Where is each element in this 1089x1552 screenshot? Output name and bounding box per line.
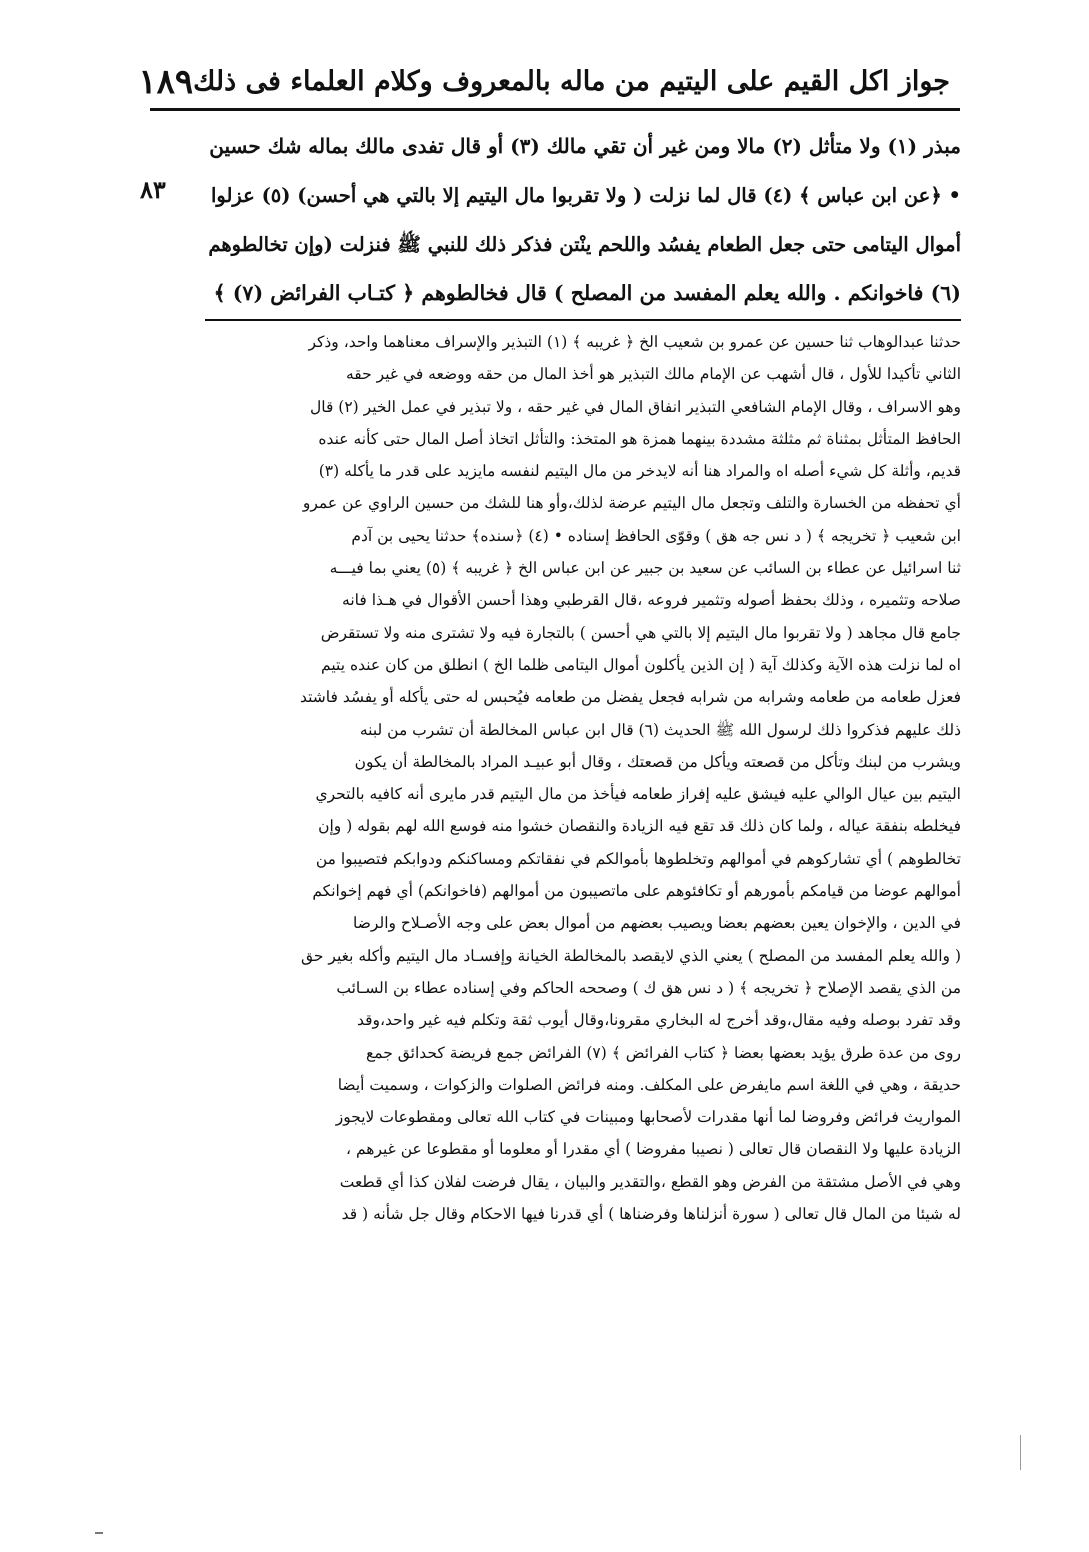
commentary-line: من الذي يقصد الإصلاح ﴿ تخريجه ﴾ ( د نس هق ك ) وصححه الحاكم وفي إسناده عطاء بن السـائب	[336, 978, 961, 997]
commentary-line: فعزل طعامه من طعامه وشرابه من شرابه فجعل يفضل من طعامه فيُحبس له حتى يأكله أو يفسُد فاشتد	[299, 688, 961, 707]
commentary-line: وهي في الأصل مشتقة من الفرض وهو القطع ،والتقدير والبيان ، يقال فرضت لفلان كذا أي قطعت	[339, 1172, 961, 1191]
commentary-line: الثاني تأكيدا للأول ، قال أشهب عن الإمام مالك التبذير هو أخذ المال من حقه ووضعه في غير حقه	[346, 365, 961, 384]
commentary-line: روى من عدة طرق يؤيد بعضها بعضا ﴿ كتاب الفرائض ﴾ (٧) الفرائض جمع فريضة كحدائق جمع	[366, 1043, 961, 1062]
margin-rule	[1020, 1435, 1021, 1470]
main-text-line: مبذر (١) ولا متأثل (٢) مالا ومن غير أن تقي مالك (٣) أو قال تفدى مالك بماله شك حسين	[209, 134, 961, 158]
hadith-number: ٨٣	[140, 175, 166, 204]
section-divider	[205, 319, 961, 321]
commentary-line: المواريث فرائض وفروضا لما أنها مقدرات لأصحابها ومبينات في كتاب الله تعالى ومقطوعات لايجوز	[335, 1108, 961, 1127]
commentary-line: ذلك عليهم فذكروا ذلك لرسول الله ﷺ الحديث (٦) قال ابن عباس المخالطة أن تشرب من لبنه	[359, 720, 961, 739]
page-number: ١٨٩	[138, 61, 194, 102]
scan-mark	[95, 1532, 103, 1534]
commentary-line: ويشرب من لبنك وتأكل من قصعته ويأكل من قصعتك ، وقال أبو عبيـد المراد بالمخالطة أن يكون	[354, 752, 961, 771]
main-text-line: (٦) فاخوانكم . والله يعلم المفسد من المصلح ) قال فخالطوهم ﴿ كتـاب الفرائض (٧) ﴾	[213, 281, 961, 305]
header-title: جواز اكل القيم على اليتيم من ماله بالمعروف وكلام العلماء فى ذلك	[193, 66, 950, 97]
commentary-line: تخالطوهم ) أي تشاركوهم في أموالهم وتخلطوها بأموالكم في نفقاتكم ومساكنكم ودوابكم فتصيبوا من	[315, 849, 961, 868]
commentary-line: حديقة ، وهي في اللغة اسم مايفرض على المكلف. ومنه فرائض الصلوات والزكوات ، وسميت أيضا	[337, 1075, 961, 1094]
commentary-line: ( والله يعلم المفسد من المصلح ) يعني الذي لايقصد بالمخالطة الخيانة وإفسـاد مال اليتيم وأكله بغير حق	[300, 946, 961, 965]
commentary-line: الزيادة عليها ولا النقصان قال تعالى ( نصيبا مفروضا ) أي مقدرا أو معلوما أو مقطوعا عن غيرهم ،	[346, 1140, 961, 1159]
page-header	[138, 55, 960, 111]
commentary-line: جامع قال مجاهد ( ولا تقربوا مال اليتيم إلا بالتي هي أحسن ) بالتجارة فيه ولا تشترى منه ولا تستقرض	[320, 623, 961, 642]
commentary-line: وهو الاسراف ، وقال الإمام الشافعي التبذير انفاق المال في غير حقه ، ولا تبذير في عمل الخير (٢) قال	[309, 397, 961, 416]
main-hadith-text	[205, 122, 961, 320]
commentary-text	[205, 326, 961, 1476]
commentary-line: اليتيم بين عيال الوالي عليه فيشق عليه إفراز طعامه فيأخذ من مال اليتيم قدر مايرى أنه كافيه بالتحري	[315, 785, 961, 804]
commentary-line: فيخلطه بنفقة عياله ، ولما كان ذلك قد تقع فيه الزيادة والنقصان خشوا منه فوسع الله لهم بقوله ( وإن	[318, 817, 961, 836]
commentary-line: اه لما نزلت هذه الآية وكذلك آية ( إن الذين يأكلون أموال اليتامى ظلما الخ ) انطلق من كان عنده يتيم	[321, 655, 961, 674]
commentary-line: في الدين ، والإخوان يعين بعضهم بعضا ويصيب بعضهم من أموال بعض على وجه الأصـلاح والرضا	[353, 914, 961, 933]
commentary-line: أي تحفظه من الخسارة والتلف وتجعل مال اليتيم عرضة لذلك،وأو هنا للشك من حسين الراوي عن عمرو	[302, 494, 961, 513]
main-text-line: أموال اليتامى حتى جعل الطعام يفسُد واللحم ينْتن فذكر ذلك للنبي ﷺ فنزلت (وإن تخالطوهم	[208, 233, 961, 256]
commentary-line: أموالهم عوضا من قيامكم بأمورهم أو تكافئوهم على ماتصيبون من أموالهم (فاخوانكم) أي فهم إخوانكم	[312, 882, 961, 901]
main-text-line: • ﴿عن ابن عباس ﴾ (٤) قال لما نزلت ( ولا تقربوا مال اليتيم إلا بالتي هي أحسن) (٥) عزلوا	[210, 184, 961, 207]
commentary-line: قديم، وأثلة كل شيء أصله اه والمراد هنا أنه لايدخر من مال اليتيم لنفسه مايزيد على قدر ما يأكله (٣)	[318, 462, 961, 481]
commentary-line: وقد تفرد بوصله وفيه مقال،وقد أخرج له البخاري مقرونا،وقال أيوب ثقة وتكلم فيه غير واحد،وقد	[357, 1011, 961, 1030]
commentary-line: صلاحه وتثميره ، وذلك بحفظ أصوله وتثمير فروعه ،قال القرطبي وهذا أحسن الأقوال في هـذا فانه	[342, 591, 961, 610]
commentary-line: له شيئا من المال قال تعالى ( سورة أنزلناها وفرضناها ) أي قدرنا فيها الاحكام وقال جل شأنه ( قد	[341, 1205, 961, 1224]
commentary-line: ثنا اسرائيل عن عطاء بن السائب عن سعيد بن جبير عن ابن عباس الخ ﴿ غريبه ﴾ (٥) يعني بما فيـــه	[329, 559, 961, 578]
commentary-line: حدثنا عبدالوهاب ثنا حسين عن عمرو بن شعيب الخ ﴿ غريبه ﴾ (١) التبذير والإسراف معناهما واحد، وذكر	[308, 333, 961, 351]
commentary-line: الحافظ المتأثل بمثناة ثم مثلثة مشددة بينهما همزة هو المتخذ: والتأثل اتخاذ أصل المال حتى كأنه عنده	[318, 429, 961, 448]
commentary-line: ابن شعيب ﴿ تخريجه ﴾ ( د نس جه هق ) وقوّى الحافظ إسناده • (٤) ﴿سنده﴾ حدثنا يحيى بن آدم	[351, 526, 961, 545]
